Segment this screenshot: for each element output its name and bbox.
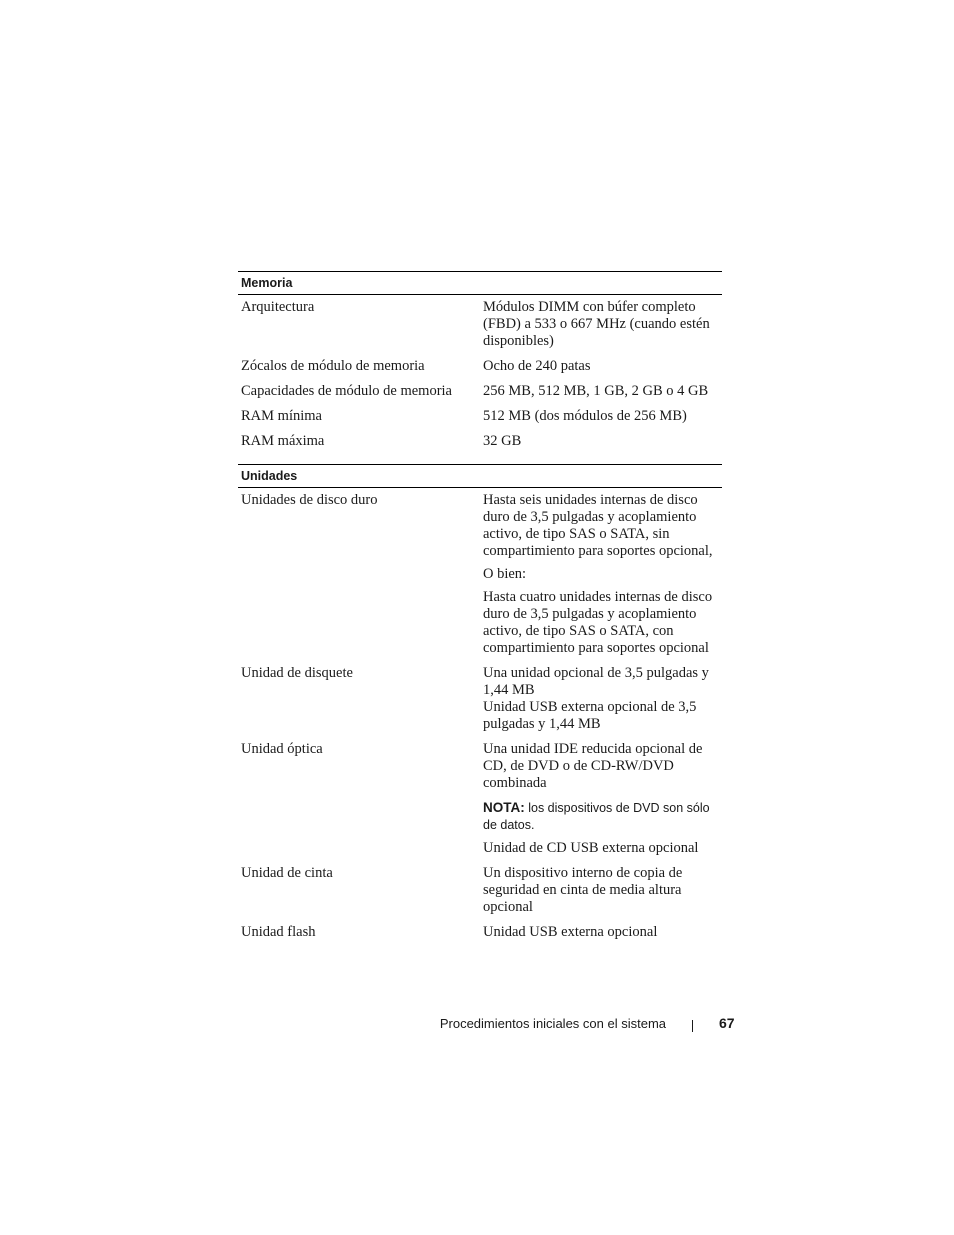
spec-paragraph: O bien: bbox=[483, 566, 527, 582]
spec-row-capacidades bbox=[238, 383, 722, 400]
spec-label: Unidades de disco duro bbox=[241, 492, 378, 508]
spec-value bbox=[483, 924, 719, 941]
spec-value bbox=[483, 865, 719, 916]
spec-paragraph: Unidad de CD USB externa opcional bbox=[483, 840, 699, 856]
page-footer bbox=[0, 1015, 954, 1035]
spec-table bbox=[238, 271, 722, 941]
note bbox=[483, 799, 719, 834]
spec-value bbox=[483, 492, 719, 657]
spec-row-disco-duro bbox=[238, 492, 722, 657]
spec-paragraph: Una unidad opcional de 3,5 pulgadas y 1,44 MB bbox=[483, 665, 709, 698]
spec-value bbox=[483, 665, 719, 733]
spec-paragraph: Un dispositivo interno de copia de seguridad en cinta de media altura opcional bbox=[483, 865, 683, 915]
spec-label: Arquitectura bbox=[241, 299, 315, 315]
spec-row-ram-maxima bbox=[238, 433, 722, 450]
spec-value: 512 MB (dos módulos de 256 MB) bbox=[483, 408, 687, 424]
spec-row-optica bbox=[238, 741, 722, 857]
spec-row-cinta bbox=[238, 865, 722, 916]
spec-value: Módulos DIMM con búfer completo (FBD) a 533 o 667 MHz (cuando estén disponibles) bbox=[483, 299, 710, 349]
page-number: 67 bbox=[719, 1015, 735, 1031]
spec-label: RAM máxima bbox=[241, 433, 325, 449]
spec-paragraph: Una unidad IDE reducida opcional de CD, de DVD o de CD-RW/DVD combinada bbox=[483, 741, 703, 791]
spec-row-ram-minima bbox=[238, 408, 722, 425]
spec-row-flash bbox=[238, 924, 722, 941]
spec-row-zocalos bbox=[238, 358, 722, 375]
footer-divider bbox=[692, 1020, 693, 1032]
spec-label: RAM mínima bbox=[241, 408, 322, 424]
spec-label: Capacidades de módulo de memoria bbox=[241, 383, 452, 399]
spec-label: Unidad de cinta bbox=[241, 865, 333, 881]
section-header-memoria: Memoria bbox=[238, 271, 722, 295]
spec-paragraph: Hasta seis unidades internas de disco duro de 3,5 pulgadas y acoplamiento activo, de tipo SAS o SATA, sin compartimiento para soportes opcional, bbox=[483, 492, 713, 559]
spec-label: Unidad de disquete bbox=[241, 665, 353, 681]
spec-paragraph: Unidad USB externa opcional bbox=[483, 924, 658, 940]
spec-label: Zócalos de módulo de memoria bbox=[241, 358, 425, 374]
spec-value: 32 GB bbox=[483, 433, 522, 449]
spec-row-arquitectura bbox=[238, 299, 722, 350]
note-label: NOTA: bbox=[483, 800, 525, 815]
section-header-unidades: Unidades bbox=[238, 464, 722, 488]
spec-value: 256 MB, 512 MB, 1 GB, 2 GB o 4 GB bbox=[483, 383, 709, 399]
spec-value bbox=[483, 741, 719, 857]
spec-label: Unidad flash bbox=[241, 924, 316, 940]
note-text: los dispositivos de DVD son sólo de datos. bbox=[483, 801, 710, 832]
spec-paragraph: Hasta cuatro unidades internas de disco duro de 3,5 pulgadas y acoplamiento activo, de tipo SAS o SATA, con compartimiento para soportes opcional bbox=[483, 589, 713, 656]
spec-label: Unidad óptica bbox=[241, 741, 323, 757]
spec-row-disquete bbox=[238, 665, 722, 733]
spec-paragraph: Unidad USB externa opcional de 3,5 pulgadas y 1,44 MB bbox=[483, 699, 697, 732]
footer-title: Procedimientos iniciales con el sistema bbox=[439, 1016, 666, 1031]
spec-value: Ocho de 240 patas bbox=[483, 358, 591, 374]
